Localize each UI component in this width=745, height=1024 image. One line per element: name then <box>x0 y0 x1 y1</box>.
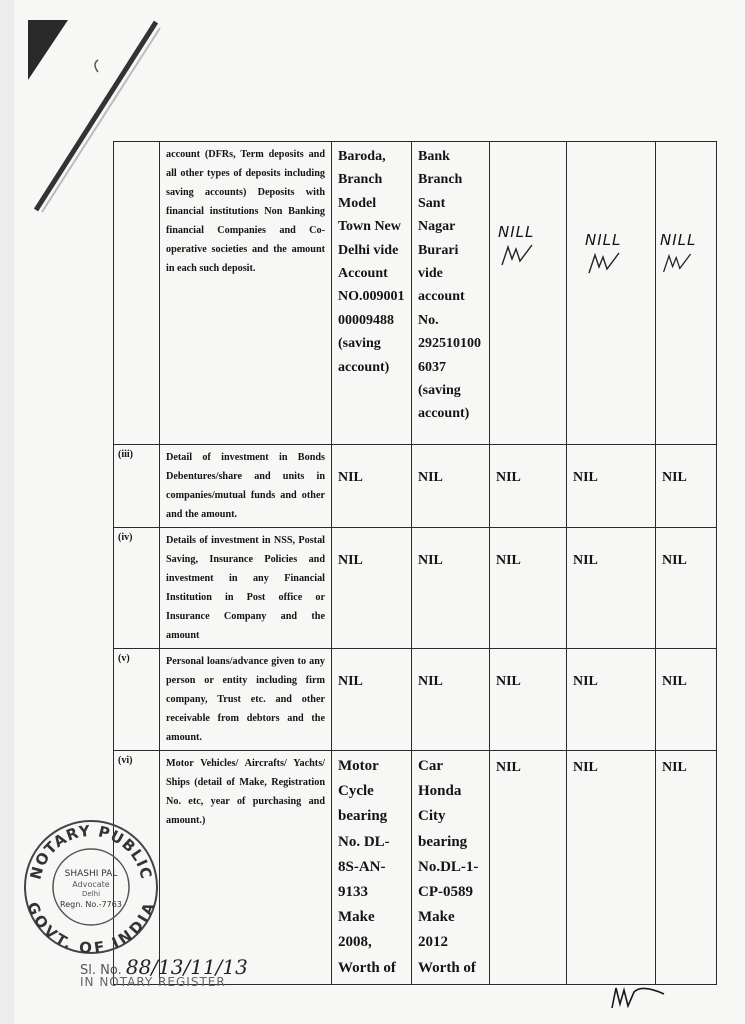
row-description: Personal loans/advance given to any person or entity including firm company, Trust etc. and other receivable from debtors and the amount. <box>160 649 332 751</box>
value-cell-5 <box>656 142 717 445</box>
handwritten-nil: NILL <box>660 231 708 281</box>
register-line: IN NOTARY REGISTER <box>80 975 226 989</box>
register-prefix: Sl. No. <box>80 963 122 978</box>
value-cell-3: NIL <box>490 528 567 649</box>
value-cell-4: NIL <box>567 445 656 528</box>
value-cell-4: NIL <box>567 528 656 649</box>
value-cell-2: NIL <box>412 445 490 528</box>
notary-seal-stamp <box>22 818 160 956</box>
row-number: (v) <box>114 649 160 751</box>
value-cell-4: NIL <box>567 649 656 751</box>
page-edge <box>0 0 14 1024</box>
stamp-regn: Regn. No.-7763 <box>60 900 122 909</box>
row-description: Detail of investment in Bonds Debentures/share and units in companies/mutual funds and other and the amount. <box>160 445 332 528</box>
notary-register-entry <box>80 955 248 989</box>
asset-details-table <box>113 141 717 985</box>
row-number <box>114 142 160 445</box>
bottom-signature <box>608 978 668 1014</box>
value-cell-4: NIL <box>567 751 656 985</box>
value-cell-5: NIL <box>656 528 717 649</box>
value-cell-5: NIL <box>656 445 717 528</box>
value-cell-1: Motor Cycle bearing No. DL-8S-AN-9133 Make 2008, Worth of <box>332 751 412 985</box>
initials-signature <box>498 241 538 269</box>
value-cell-3: NIL <box>490 751 567 985</box>
value-cell-4 <box>567 142 656 445</box>
value-cell-2: Bank Branch Sant Nagar Burari vide account No. 292510100 6037 (saving account) <box>412 142 490 445</box>
table-row <box>114 751 717 985</box>
table-row <box>114 142 717 445</box>
handwritten-nil: NILL <box>498 223 562 273</box>
stamp-bottom-text: GOVT. OF INDIA <box>23 899 159 956</box>
stamp-top-text: NOTARY PUBLIC <box>26 821 156 882</box>
value-cell-1: Baroda, Branch Model Town New Delhi vide Account NO.009001 00009488 (saving account) <box>332 142 412 445</box>
row-description: Details of investment in NSS, Postal Saving, Insurance Policies and investment in any Financial Institution in Post office or Insurance Company and the amount <box>160 528 332 649</box>
value-cell-5: NIL <box>656 751 717 985</box>
value-cell-1: NIL <box>332 528 412 649</box>
value-cell-2: NIL <box>412 528 490 649</box>
value-cell-2: Car Honda City bearing No.DL-1-CP-0589 Make 2012 Worth of <box>412 751 490 985</box>
table-row <box>114 445 717 528</box>
value-cell-3 <box>490 142 567 445</box>
value-cell-1: NIL <box>332 649 412 751</box>
row-description: account (DFRs, Term deposits and all other types of deposits including saving accounts) Deposits with financial institutions Non Banking financial Companies and Co-operative societies and the amount in each such deposit. <box>160 142 332 445</box>
stamp-name: SHASHI PAL <box>64 869 118 879</box>
stamp-role: Advocate <box>72 880 110 889</box>
row-number: (iii) <box>114 445 160 528</box>
table-row <box>114 528 717 649</box>
register-number: 88/13/11/13 <box>125 955 248 979</box>
row-number: (iv) <box>114 528 160 649</box>
value-cell-5: NIL <box>656 649 717 751</box>
value-cell-3: NIL <box>490 649 567 751</box>
row-description: Motor Vehicles/ Aircrafts/ Yachts/ Ships (detail of Make, Registration No. etc, year of purchasing and amount.) <box>160 751 332 985</box>
handwritten-nil: NILL <box>585 231 661 281</box>
value-cell-3: NIL <box>490 445 567 528</box>
table-row <box>114 649 717 751</box>
initials-signature <box>660 249 696 277</box>
initials-signature <box>585 249 625 277</box>
value-cell-2: NIL <box>412 649 490 751</box>
value-cell-1: NIL <box>332 445 412 528</box>
stamp-place: Delhi <box>81 890 101 898</box>
row-number: (vi) <box>114 751 160 985</box>
